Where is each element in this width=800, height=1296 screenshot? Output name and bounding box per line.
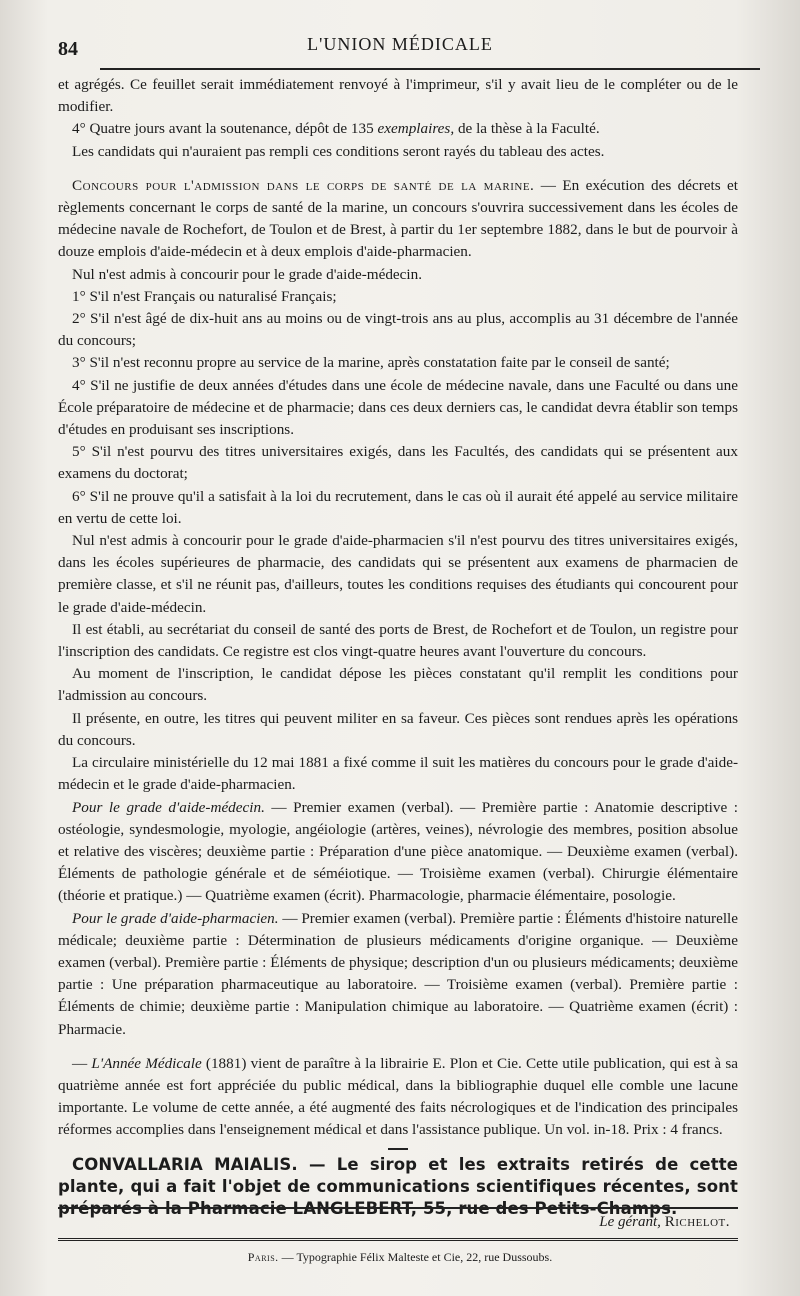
- header-rule: [100, 68, 760, 70]
- aide-pharmacien-exams: — Premier examen (verbal). Première partie : Éléments d'histoire naturelle médicale; deuxième partie : Détermination de plusieurs médicaments d'origine organique. — Deuxième examen (verbal). Première partie : Éléments de physique; description d'un ou plusieurs médicaments; deuxième partie : Une préparation pharmaceutique au laboratoire. — Troisième examen (verbal). Première partie : Éléments de chimie; deuxième partie : Manipulation chimique au laboratoire. — Quatrième examen (écrit) : Pharmacie.: [58, 909, 739, 1038]
- page-header: [40, 28, 760, 62]
- footer-double-rule: [58, 1238, 738, 1244]
- paragraph-admission-rule: Nul n'est admis à concourir pour le grade d'aide-médecin.: [72, 265, 423, 283]
- paragraph-thesis-continuation: et agrégés. Ce feuillet serait immédiatement renvoyé à l'imprimeur, s'il y avait lieu de le compléter ou de le modifier.: [58, 76, 738, 116]
- thesis-deposit-text: 4° Quatre jours avant la soutenance, dépôt de 135: [72, 120, 378, 138]
- paragraph-registre: Il est établi, au secrétariat du conseil de santé des ports de Brest, de Rochefort et de Toulon, un registre pour l'inscription des candidats. Ce registre est clos vingt-quatre heures avant l'ouverture du concours.: [58, 620, 738, 661]
- paragraph-thesis-deposit: [58, 118, 738, 140]
- signature-name: Richelot.: [664, 1214, 730, 1230]
- paragraph-circulaire: La circulaire ministérielle du 12 mai 1881 a fixé comme il suit les matières du concours pour le grade d'aide-médecin et le grade d'aide-pharmacien.: [58, 754, 738, 794]
- thesis-deposit-emphasis: exemplaires,: [377, 120, 455, 138]
- condition-1: 1° S'il n'est Français ou naturalisé Français;: [72, 287, 337, 305]
- paragraph-inscription: Au moment de l'inscription, le candidat dépose les pièces constatant qu'il remplit les conditions pour l'admission au concours.: [58, 665, 738, 705]
- condition-4: 4° S'il ne justifie de deux années d'études dans une école de médecine navale, dans une Faculté ou dans une École préparatoire de médecine et de pharmacie; dans ces deux derniers cas, le candidat devra établir son temps d'études en produisant ses inscriptions.: [58, 376, 738, 439]
- aide-medecin-exams: — Premier examen (verbal). — Première partie : Anatomie descriptive : ostéologie, syndesmologie, myologie, angéiologie (artères, veines), névrologie des membres, position absolue et relative des viscères; deuxième partie : Préparation d'une pièce anatomique. — Deuxième examen (verbal). Éléments de pathologie générale et de séméiotique. — Troisième examen (verbal). Chirurgie élémentaire (théorie et pratique.) — Quatrième examen (écrit). Pharmacologie, pharmacie élémentaire, posologie.: [58, 798, 738, 905]
- spacer: [58, 1041, 738, 1053]
- annee-medicale-title: L'Année Médicale: [91, 1054, 202, 1072]
- section-separator: [388, 1148, 408, 1150]
- signature: [599, 1214, 730, 1231]
- condition-3: 3° S'il n'est reconnu propre au service de la marine, après constatation faite par le conseil de santé;: [72, 354, 670, 372]
- condition-6: 6° S'il ne prouve qu'il a satisfait à la loi du recrutement, dans le cas où il aurait été appelé au service militaire en vertu de cette loi.: [58, 487, 738, 527]
- paragraph-annee-medicale: [58, 1053, 738, 1142]
- imprint-text: — Typographie Félix Malteste et Cie, 22, rue Dussoubs.: [278, 1250, 553, 1264]
- annee-medicale-dash: —: [72, 1054, 92, 1072]
- imprint-line: [0, 1250, 800, 1265]
- paragraph-aide-pharmacien-exams: [58, 908, 738, 1041]
- signature-role: Le gérant,: [599, 1214, 661, 1230]
- footer-rule: [58, 1207, 738, 1209]
- imprint-city: Paris.: [247, 1250, 279, 1264]
- paragraph-pharmacien-rule: Nul n'est admis à concourir pour le grade d'aide-pharmacien s'il n'est pourvu des titres universitaires exigés, dans les écoles supérieures de pharmacie, des candidats qui se présentent aux examens de pharmacien de première classe, et s'il ne réunit pas, d'ailleurs, toutes les conditions requises des étudiants qui concourent pour le grade d'aide-médecin.: [58, 532, 738, 616]
- article-body: [58, 74, 738, 1220]
- paragraph-concours-marine: [58, 175, 738, 264]
- concours-heading: Concours pour l'admission dans le corps de santé de la marine.: [72, 176, 535, 194]
- concours-intro: — En exécution des décrets et règlements concernant le corps de santé de la marine, un concours s'ouvrira successivement dans les écoles de médecine navale de Rochefort, de Toulon et de Brest, à partir du 1er septembre 1882, dans le but de pourvoir à douze emplois d'aide-médecin et à deux emplois d'aide-pharmacien.: [58, 176, 738, 261]
- spacer: [58, 163, 738, 175]
- thesis-deposit-end: de la thèse à la Faculté.: [454, 120, 600, 138]
- paragraph-titres: Il présente, en outre, les titres qui peuvent militer en sa faveur. Ces pièces sont rendues après les opérations du concours.: [58, 709, 738, 749]
- paragraph-aide-medecin-exams: [58, 797, 738, 908]
- condition-5: 5° S'il n'est pourvu des titres universitaires exigés, dans les Facultés, des candidats qui se présentent aux examens du doctorat;: [58, 443, 738, 483]
- running-title: L'UNION MÉDICALE: [307, 34, 493, 54]
- page-number: 84: [58, 38, 78, 60]
- annee-medicale-text: (1881) vient de paraître à la librairie E. Plon et Cie. Cette utile publication, qui est à sa quatrième année est fort appréciée du public médical, dans la bibliographie duquel elle comble une lacune importante. Le volume de cette année, a été augmenté des faits nécrologiques et de l'indication des principales réformes accomplies dans l'enseignement médical et dans l'assistance publique. Un vol. in-18. Prix : 4 francs.: [58, 1054, 738, 1139]
- convallaria-announcement: CONVALLARIA MAIALIS. — Le sirop et les extraits retirés de cette plante, qui a fait l'objet de communications scientifiques récentes, sont préparés à la Pharmacie LANGLEBERT, 55, rue des Petits-Champs.: [58, 1154, 738, 1218]
- aide-medecin-heading: Pour le grade d'aide-médecin.: [72, 798, 265, 816]
- aide-pharmacien-heading: Pour le grade d'aide-pharmacien.: [72, 909, 279, 927]
- paragraph-candidates-removed: Les candidats qui n'auraient pas rempli ces conditions seront rayés du tableau des actes.: [72, 142, 605, 160]
- condition-2: 2° S'il n'est âgé de dix-huit ans au moins ou de vingt-trois ans au plus, accomplis au 31 décembre de l'année du concours;: [58, 310, 738, 350]
